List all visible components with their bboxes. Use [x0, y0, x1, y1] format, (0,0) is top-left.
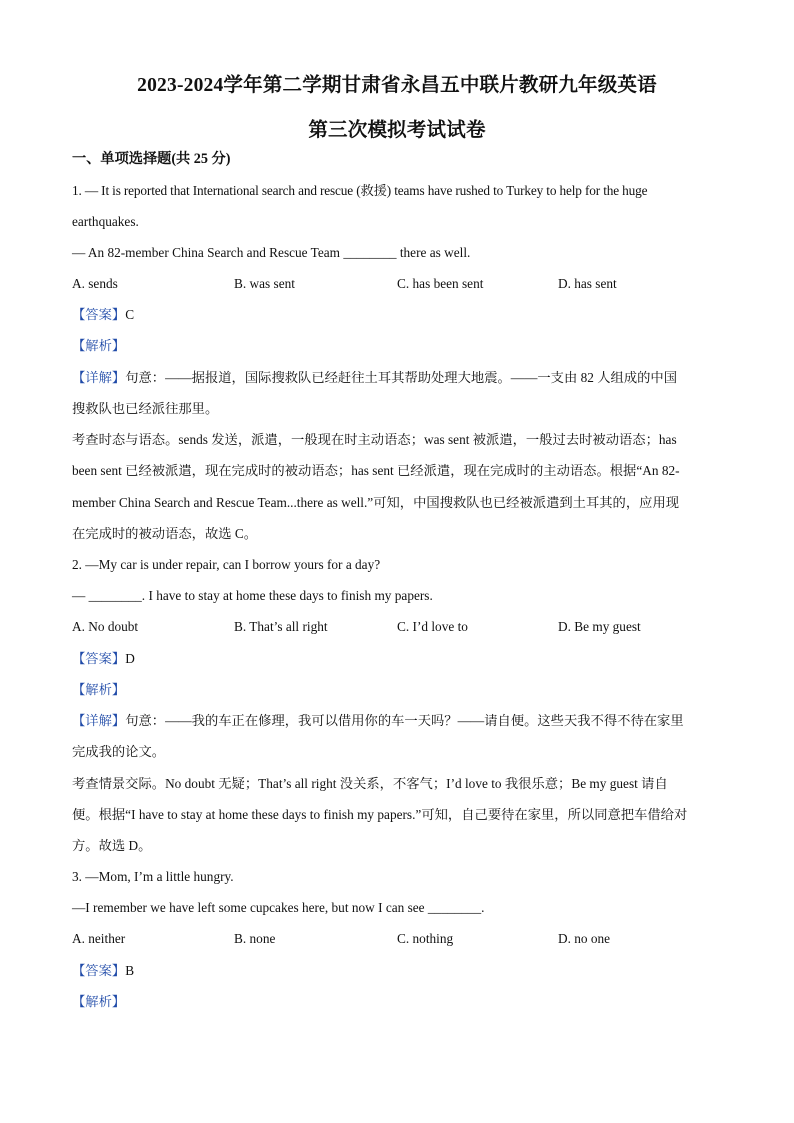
q2-analysis [72, 681, 722, 699]
exam-title-line2: 第三次模拟考试试卷 [308, 120, 486, 141]
q1-explain-line4: 在完成时的被动语态，故选 C。 [72, 526, 258, 541]
q3-answer [72, 962, 722, 980]
q1-option-a: A. sends [72, 276, 118, 291]
q1-stem-line1: 1. — It is reported that International search and rescue (救援) teams have rushed to Turkey to help for the huge [72, 183, 648, 198]
q3-option-c: C. nothing [397, 931, 454, 946]
q1-stem-line3: — An 82-member China Search and Rescue Team ________ there as well. [72, 245, 471, 260]
detail-label: 【详解】 [72, 713, 126, 728]
q1-stem-line2: earthquakes. [72, 214, 139, 229]
q3-option-a: A. neither [72, 931, 126, 946]
q2-option-c: C. I’d love to [397, 619, 468, 634]
q3-stem-line1: 3. —Mom, I’m a little hungry. [72, 869, 234, 884]
q2-answer [72, 650, 722, 668]
q3-stem-line2: —I remember we have left some cupcakes here, but now I can see ________. [72, 900, 485, 915]
q1-detail-line2: 搜救队也已经派往那里。 [72, 401, 219, 416]
analysis-label: 【解析】 [72, 682, 126, 697]
q2-explain-line3: 方。故选 D。 [72, 838, 152, 853]
q2-detail-line1 [72, 712, 722, 730]
answer-label: 【答案】 [72, 307, 126, 322]
section-heading: 一、单项选择题(共 25 分) [72, 151, 231, 167]
q2-stem-line1: 2. —My car is under repair, can I borrow yours for a day? [72, 557, 381, 572]
q2-detail-text1: 句意：——我的车正在修理，我可以借用你的车一天吗？——请自便。这些天我不得不待在家里 [125, 713, 684, 728]
analysis-label: 【解析】 [72, 338, 126, 353]
q3-answer-value: B [125, 963, 135, 978]
answer-label: 【答案】 [72, 651, 126, 666]
detail-label: 【详解】 [72, 370, 126, 385]
q1-option-d: D. has sent [558, 276, 617, 291]
q2-answer-value: D [125, 651, 135, 666]
q1-explain-line2: been sent 已经被派遣，现在完成时的被动语态；has sent 已经派遣，现在完成时的主动语态。根据“An 82- [72, 463, 680, 478]
q2-explain-line1: 考查情景交际。No doubt 无疑；That’s all right 没关系，不客气；I’d love to 我很乐意；Be my guest 请自 [72, 776, 668, 791]
analysis-label: 【解析】 [72, 994, 126, 1009]
q1-detail-text1: 句意：——据报道，国际搜救队已经赶往土耳其帮助处理大地震。——一支由 82 人组成的中国 [125, 370, 678, 385]
q3-analysis [72, 993, 722, 1011]
q2-detail-line2: 完成我的论文。 [72, 744, 166, 759]
q1-answer-value: C [125, 307, 135, 322]
q2-explain-line2: 便。根据“I have to stay at home these days to finish my papers.”可知，自己要待在家里，所以同意把车借给对 [72, 807, 688, 822]
q2-option-d: D. Be my guest [558, 619, 641, 634]
q2-option-a: A. No doubt [72, 619, 139, 634]
q1-option-c: C. has been sent [397, 276, 484, 291]
q1-explain-line3: member China Search and Rescue Team...there as well.”可知，中国搜救队也已经被派遣到土耳其的，应用现 [72, 495, 680, 510]
q3-option-b: B. none [234, 931, 276, 946]
q1-answer [72, 306, 722, 324]
answer-label: 【答案】 [72, 963, 126, 978]
q2-stem-line2: — ________. I have to stay at home these days to finish my papers. [72, 588, 433, 603]
q3-option-d: D. no one [558, 931, 611, 946]
q1-option-b: B. was sent [234, 276, 295, 291]
q2-option-b: B. That’s all right [234, 619, 328, 634]
q1-analysis [72, 337, 722, 355]
exam-title-line1: 2023-2024学年第二学期甘肃省永昌五中联片教研九年级英语 [137, 75, 657, 96]
q1-explain-line1: 考查时态与语态。sends 发送，派遣，一般现在时主动语态；was sent 被派遣，一般过去时被动语态；has [72, 432, 677, 447]
q1-detail-line1 [72, 369, 722, 387]
